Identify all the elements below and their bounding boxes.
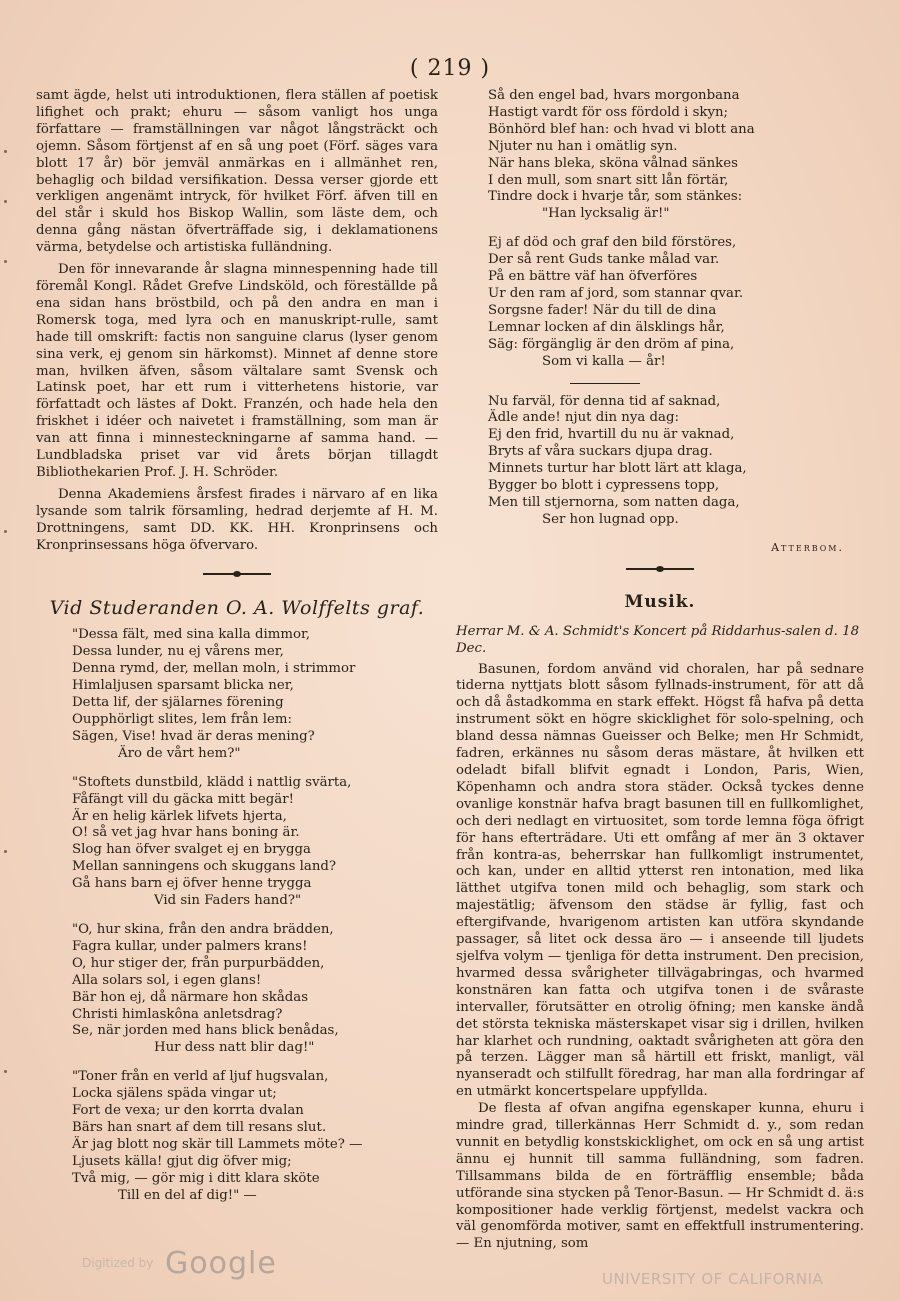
poem-stanza-3 [72, 922, 438, 1057]
poem-line: Men till stjernorna, som natten daga, [488, 494, 740, 510]
poem-line: Njuter nu han i omätlig syn. [488, 138, 678, 154]
poem-line: O! så vet jag hvar hans boning är. [72, 825, 300, 841]
poem-stanza-5 [488, 88, 864, 223]
poem-line: Slog han öfver svalget ej en brygga [72, 842, 311, 858]
ornament-divider [626, 568, 694, 570]
poem-line: Oupphörligt slites, lem från lem: [72, 712, 292, 727]
poem-line: Fort de vexa; ur den korrta dvalan [72, 1103, 304, 1119]
poem-line: Hastigt vardt för oss fördold i skyn; [488, 104, 728, 120]
poem-line: Himlaljusen sparsamt blicka ner, [72, 678, 294, 694]
poem-line: Är jag blott nog skär till Lammets möte? — [72, 1136, 363, 1152]
poem-stanza-7 [488, 394, 864, 529]
poem-line: Alla solars sol, i egen glans! [72, 972, 262, 988]
poem-line: "Stoftets dunstbild, klädd i nattlig svärta, [72, 774, 352, 790]
poem-line: Ej af död och graf den bild förstöres, [488, 235, 737, 251]
article-subheading: Herrar M. & A. Schmidt's Koncert på Riddarhus-salen d. 18 Dec. [456, 623, 860, 656]
poem-line: "Han lycksalig är!" [542, 206, 670, 222]
poem-line: Vid sin Faders hand?" [154, 893, 302, 909]
music-paragraph-1: Basunen, fordom använd vid choralen, har på sednare tiderna nyttjats blott såsom fyllnads-instrument, för att då och då åstadkomma en stark effekt. Högst få hafva på detta instrument sökt en högre skicklighet för solo-spelning, och bland dessa nämnas Gueisser och Belke; men Hr Schmidt, fadren, erkännes nu såsom deras mästare, åt hvilken ett odeladt bifall blifvit egnadt i London, Paris, Wien, Köpenhamn och andra stora städer. Också tyckes denne ovanlige konstnär hafva bragt basunen till en fullkomlighet, och deri nedlagt en virtuositet, som torde lemna föga öfrigt för hans efterträdare. Uti ett omfång af mer än 3 oktaver från kontra-as, beherrskar han fullkomligt instrumentet, och kan, under en alltid ytterst ren intonation, med lika lätthet utgifva tonen mild och behaglig, som stark och majestätlig; äfvensom den städse är fyllig, fast och eftergifvande, hvarigenom artisten kan utföra skyndande passager, så litet ock dessa äro — i anseende till ljudets sjelfva volym — tjenliga för detta instrument. Den precision, hvarmed dessa svårigheter tillvägabringas, och hvarmed konstnären kan fatta och utgifva tonen i de svåraste intervaller, förutsätter en otrolig öfning; men kanske ändå det största tekniska mästerskapet visar sig i drillen, hvilken har klarhet och rundning, oaktadt svårigheten att göra den på terzen. Lägger man så härtill ett friskt, manligt, väl nyanseradt och stilfullt föredrag, har man alla fordringar af en utmärkt koncertspelare uppfyllda. [456, 661, 864, 1100]
poem-stanza-6 [488, 235, 864, 370]
poem-stanza-4 [72, 1069, 438, 1204]
poem-line: "O, hur skina, från den andra brädden, [72, 921, 334, 937]
poem-line: Detta lif, der själarnes förening [72, 695, 284, 711]
poem-line: Ljusets källa! gjut dig öfver mig; [72, 1153, 292, 1169]
google-watermark: Google [165, 1246, 277, 1281]
poem-line: Är en helig kärlek lifvets hjerta, [72, 808, 287, 824]
poem-line: "Toner från en verld af ljuf hugsvalan, [72, 1069, 329, 1085]
poem-line: Dessa lunder, nu ej vårens mer, [72, 644, 284, 660]
poem-title: Vid Studeranden O. A. Wolffelts graf. [49, 597, 425, 620]
left-column [36, 88, 438, 1216]
poem-line: När hans bleka, sköna vålnad sänkes [488, 155, 738, 171]
poem-line: I den mull, som snart sitt lån förtär, [488, 172, 729, 188]
poem-line: Nu farväl, för denna tid af saknad, [488, 393, 721, 409]
poem-line: Tindre dock i hvarje tår, som stänkes: [488, 189, 743, 205]
poem-line: Christi himlaskôna anletsdrag? [72, 1006, 283, 1022]
poem-line: Så den engel bad, hvars morgonbana [488, 88, 740, 103]
poem-line: Gå hans barn ej öfver henne trygga [72, 876, 312, 892]
poem-line: Sorgsne fader! När du till de dina [488, 302, 717, 318]
poem-line: Bygger bo blott i cypressens topp, [488, 478, 720, 494]
poem-line: Fåfängt vill du gäcka mitt begär! [72, 791, 294, 807]
poem-line: Bryts af våra suckars djupa drag. [488, 444, 713, 460]
poem-line: Der så rent Guds tanke målad var. [488, 252, 720, 268]
page-number: ( 219 ) [409, 56, 491, 81]
poem-line: Denna rymd, der, mellan moln, i strimmor [72, 661, 356, 677]
poem-line: Bärs han snart af dem till resans slut. [72, 1119, 327, 1135]
music-paragraph-2: De flesta af ofvan angifna egenskaper kunna, ehuru i mindre grad, tillerkännas Herr Schmidt d. y., som redan vunnit en betydlig konstskicklighet, om ock en så ung artist ännu ej hunnit till samma fulländning, som fadren. Tillsammans bilda de en förträfflig ensemble; båda utförande sina stycken på Tenor-Basun. — Hr Schmidt d. ä:s kompositioner hade verklig förtjenst, medelst vackra och väl genomförda motiver, samt en effektfull instrumentering. — En njutning, som [456, 1101, 864, 1252]
left-paragraph-2: Den för innevarande år slagna minnespenning hade till föremål Kongl. Rådet Grefve Lindsköld, och föreställde på ena sidan hans bröstbild, och på den andra en man i Romersk toga, med lyra och en manuskript-rulle, samt hade till omskrift: factis non sanguine clarus (lyser genom sina verk, ej genom sin härkomst). Minnet af denne store man, hvilken äfven, såsom vältalare samt Svensk och Latinsk poet, har ett rum i vitterhetens historie, var författadt och lästes af Dokt. Franzén, och hade hela den friskhet i idéer och naivetet i framställning, som man är van att finna i minnesteckningarne af samma hand. — Lundbladska priset var vid årets början tillagdt Bibliothekarien Prof. J. H. Schröder. [36, 262, 438, 480]
poem-line: Locka själens späda vingar ut; [72, 1086, 277, 1102]
poem-line: Se, när jorden med hans blick benådas, [72, 1023, 339, 1039]
poem-line: Fagra kullar, under palmers krans! [72, 938, 308, 954]
poem-line: Säg: förgänglig är den dröm af pina, [488, 336, 735, 352]
right-column [456, 88, 864, 1253]
poem-stanza-1 [72, 627, 438, 762]
poem-line: Ur den ram af jord, som stannar qvar. [488, 285, 744, 301]
ornament-divider [203, 573, 271, 575]
poem-line: Ej den frid, hvartill du nu är vaknad, [488, 427, 735, 443]
margin-marks [4, 130, 14, 1130]
poem-line: Som vi kalla — år! [542, 353, 666, 369]
left-paragraph-3: Denna Akademiens årsfest firades i närvaro af en lika lysande som talrik församling, hedrad derjemte af H. M. Drottningens, samt DD. KK. HH. Kronprinsens och Kronprinsessans höga öfvervaro. [36, 486, 438, 553]
poem-line: "Dessa fält, med sina kalla dimmor, [72, 627, 311, 643]
stanza-divider [570, 383, 640, 384]
poem-line: Ser hon lugnad opp. [542, 511, 679, 527]
poem-line: Hur dess natt blir dag!" [154, 1040, 315, 1056]
poem-line: Sägen, Vise! hvad är deras mening? [72, 728, 315, 744]
poem-line: Lemnar locken af din älsklings hår, [488, 319, 725, 335]
poem-line: Ädle ande! njut din nya dag: [488, 410, 679, 426]
poem-stanza-2 [72, 775, 438, 910]
poem-line: Äro de vårt hem?" [118, 745, 241, 761]
section-title: Musik. [624, 591, 696, 612]
poem-line: Bär hon ej, då närmare hon skådas [72, 989, 309, 1005]
left-paragraph-1: samt ägde, helst uti introduktionen, flera ställen af poetisk lifighet och prakt; ehuru — såsom vanligt hos unga författare — framställningen var något långsträckt och ojemn. Såsom förtjenst af en så ung poet (Förf. säges vara blott 17 år) bör jemväl anmärkas en i allmänhet ren, behaglig och bildad versifikation. Dessa verser gjorde ett verkligen angenämt intryck, för hvilket Förf. äfven till en del står i skuld hos Biskop Wallin, som läste dem, och denna gång nästan öfverträffade sig, i deklamationens värma, betydelse och artistiska fulländning. [36, 88, 438, 256]
author-signature: Atterbom. [771, 540, 844, 554]
university-watermark: UNIVERSITY OF CALIFORNIA [602, 1270, 824, 1288]
poem-line: Bönhörd blef han: och hvad vi blott ana [488, 121, 755, 137]
digitized-watermark: Digitized by [82, 1256, 154, 1270]
poem-line: Två mig, — gör mig i ditt klara sköte [72, 1170, 320, 1186]
poem-line: O, hur stiger der, från purpurbädden, [72, 955, 325, 971]
poem-line: Minnets turtur har blott lärt att klaga, [488, 461, 747, 477]
poem-line: Till en del af dig!" — [118, 1187, 257, 1203]
poem-line: På en bättre väf han öfverföres [488, 269, 698, 285]
poem-line: Mellan sanningens och skuggans land? [72, 859, 337, 875]
